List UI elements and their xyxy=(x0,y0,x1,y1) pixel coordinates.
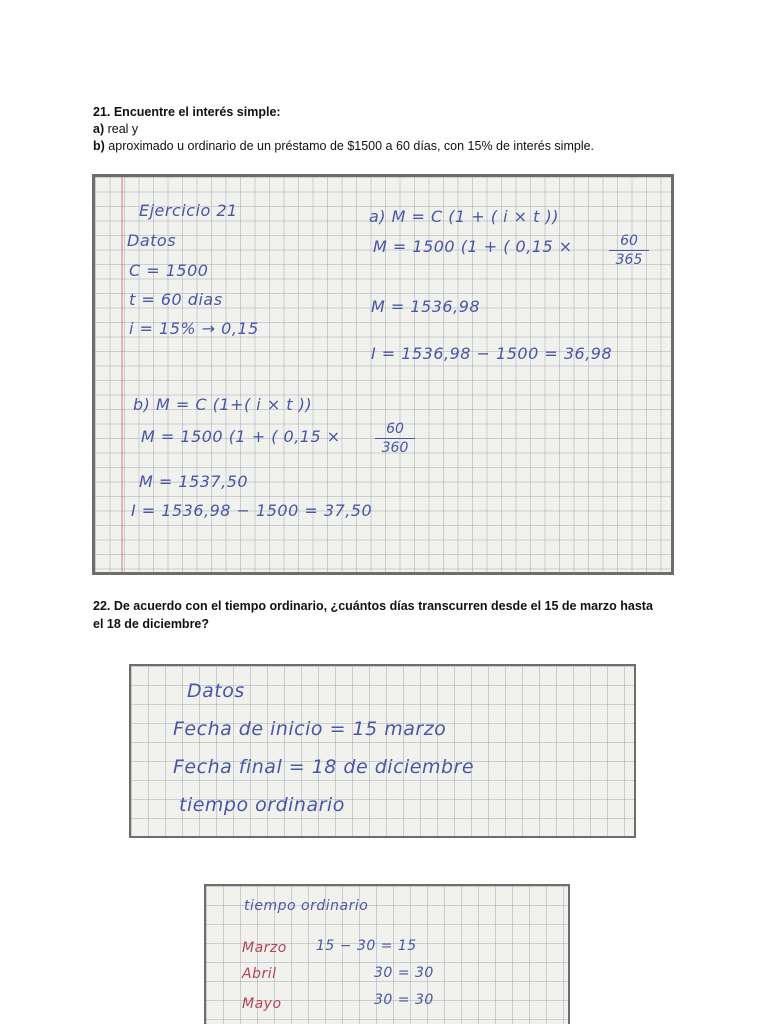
hw-a-result-i: I = 1536,98 − 1500 = 36,98 xyxy=(371,344,613,363)
hw-title: Ejercicio 21 xyxy=(139,201,238,220)
hw-time: t = 60 dias xyxy=(129,290,223,309)
hw-month-mayo: Mayo xyxy=(242,996,282,1012)
hw-ordinary-time: tiempo ordinario xyxy=(179,794,345,816)
question-21-heading: 21. Encuentre el interés simple: xyxy=(93,105,281,119)
hw-a-result-m: M = 1536,98 xyxy=(371,297,481,316)
hw-month-abril: Abril xyxy=(242,966,277,982)
hw-datos: Datos xyxy=(127,231,177,250)
hw-month-marzo: Marzo xyxy=(242,940,287,956)
question-21-part-a: a) real y xyxy=(93,122,139,136)
question-21-part-b: b) aproximado u ordinario de un préstamo de $1500 a 60 días, con 15% de interés simple. xyxy=(93,139,595,153)
hw-start-date: Fecha de inicio = 15 marzo xyxy=(173,718,447,740)
hw-table-title: tiempo ordinario xyxy=(244,898,369,914)
handwritten-data-22-photo xyxy=(129,664,636,838)
hw-b-fraction-num: 60 xyxy=(386,421,404,437)
hw-calc-mayo: 30 = 30 xyxy=(374,992,434,1008)
hw-a-fraction-den: 365 xyxy=(615,252,643,268)
hw-b-result-m: M = 1537,50 xyxy=(139,472,249,491)
hw-end-date: Fecha final = 18 de diciembre xyxy=(173,756,475,778)
hw-b-formula: b) M = C (1+( i × t )) xyxy=(133,395,313,414)
hw-capital: C = 1500 xyxy=(129,261,209,280)
question-21 xyxy=(93,104,693,155)
hw-a-fraction-num: 60 xyxy=(620,233,638,249)
question-22-heading: 22. De acuerdo con el tiempo ordinario, ¿cuántos días transcurren desde el 15 de marzo hasta el 18 de diciembre? xyxy=(93,599,653,631)
hw-b-result-i: I = 1536,98 − 1500 = 37,50 xyxy=(131,501,373,520)
hw-calc-marzo: 15 − 30 = 15 xyxy=(316,938,417,954)
hw-a-formula: a) M = C (1 + ( i × t )) xyxy=(369,207,559,226)
hw-b-fraction-den: 360 xyxy=(381,440,409,456)
hw-a-fraction xyxy=(609,233,649,268)
hw-datos-22: Datos xyxy=(187,680,245,702)
handwritten-table-22-photo xyxy=(204,884,570,1024)
hw-b-substitution: M = 1500 (1 + ( 0,15 × xyxy=(141,427,341,446)
hw-calc-abril: 30 = 30 xyxy=(374,965,434,981)
question-22 xyxy=(93,598,663,633)
hw-b-fraction xyxy=(375,421,415,456)
hw-a-substitution: M = 1500 (1 + ( 0,15 × xyxy=(373,237,573,256)
handwritten-solution-21-photo xyxy=(92,174,674,575)
hw-rate: i = 15% → 0,15 xyxy=(129,319,259,338)
